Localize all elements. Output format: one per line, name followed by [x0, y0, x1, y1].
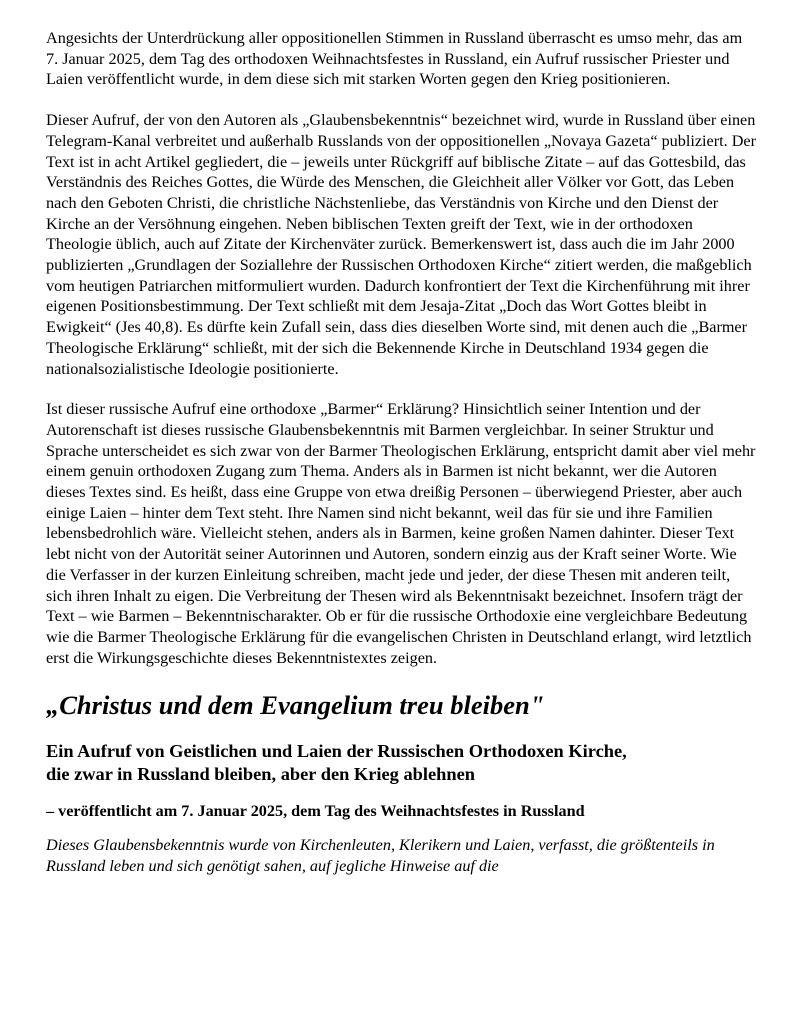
subheading-line-1: Ein Aufruf von Geistlichen und Laien der Russischen Orthodoxen Kirche,: [46, 741, 627, 762]
subheading-line-2: die zwar in Russland bleiben, aber den Krieg ablehnen: [46, 764, 476, 785]
section-subheading: [46, 740, 758, 786]
section-heading: „Christus und dem Evangelium treu bleiben": [46, 690, 545, 721]
paragraph-intro: Angesichts der Unterdrückung aller oppositionellen Stimmen in Russland überrascht es umso mehr, das am 7. Januar 2025, dem Tag des orthodoxen Weihnachtsfestes in Russland, ein Aufruf russischer Priester und Laien veröffentlicht wurde, in dem diese sich mit starken Worten gegen den Krieg positionieren.: [46, 29, 743, 89]
paragraph-barmen-comparison: Ist dieser russische Aufruf eine orthodoxe „Barmer“ Erklärung? Hinsichtlich seiner Intention und der Autorenschaft ist dieses russische Glaubensbekenntnis mit Barmen vergleichbar. In seiner Struktur und Sprache unterscheidet es sich zwar von der Barmer Theologischen Erklärung, entspricht damit aber viel mehr einem genuin orthodoxen Zugang zum Thema. Anders als in Barmen ist nicht bekannt, wer die Autoren dieses Textes sind. Es heißt, dass eine Gruppe von etwa dreißig Personen – überwiegend Priester, aber auch einige Laien – hinter dem Text steht. Ihre Namen sind nicht bekannt, weil das für sie und ihre Familien lebensbedrohlich wäre. Vielleicht stehen, anders als in Barmen, keine großen Namen dahinter. Dieser Text lebt nicht von der Autorität seiner Autorinnen und Autoren, sondern einzig aus der Kraft seiner Worte. Wie die Verfasser in der kurzen Einleitung schreiben, macht jede und jeder, der diese Thesen mit anderen teilt, sich ihren Inhalt zu eigen. Die Verbreitung der Thesen wird als Bekenntnisakt bezeichnet. Insofern trägt der Text – wie Barmen – Bekenntnischarakter. Ob er für die russische Orthodoxie eine vergleichbare Bedeutung wie die Barmer Theologische Erklärung für die evangelischen Christen in Deutschland erlangt, wird letztlich erst die Wirkungsgeschichte dieses Bekenntnistextes zeigen.: [46, 400, 756, 667]
publication-note: – veröffentlicht am 7. Januar 2025, dem Tag des Weihnachtsfestes in Russland: [46, 802, 585, 821]
paragraph-aufruf-description: Dieser Aufruf, der von den Autoren als „Glaubensbekenntnis“ bezeichnet wird, wurde in Russland über einen Telegram-Kanal verbreitet und außerhalb Russlands von der oppositionellen „Novaya Gazeta“ publiziert. Der Text ist in acht Artikel gegliedert, die – jeweils unter Rückgriff auf biblische Zitate – auf das Gottesbild, das Verständnis des Reiches Gottes, die Würde des Menschen, die Gleichheit aller Völker vor Gott, das Leben nach den Geboten Christi, die christliche Nächstenliebe, das Verständnis von Kirche und den Dienst der Kirche an der Versöhnung eingehen. Neben biblischen Texten greift der Text, wie in der orthodoxen Theologie üblich, auch auf Zitate der Kirchenväter zurück. Bemerkenswert ist, dass auch die im Jahr 2000 publizierten „Grundlagen der Soziallehre der Russischen Orthodoxen Kirche“ zitiert werden, die maßgeblich vom heutigen Patriarchen mitformuliert wurden. Dadurch konfrontiert der Text die Kirchenführung mit ihrer eigenen Positionsbestimmung. Der Text schließt mit dem Jesaja-Zitat „Doch das Wort Gottes bleibt in Ewigkeit“ (Jes 40,8). Es dürfte kein Zufall sein, dass dies dieselben Worte sind, mit denen auch die „Barmer Theologische Erklärung“ schließt, mit der sich die Bekennende Kirche in Deutschland 1934 gegen die nationalsozialistische Ideologie positionierte.: [46, 111, 756, 378]
intro-italic-text: Dieses Glaubensbekenntnis wurde von Kirchenleuten, Klerikern und Laien, verfasst, die größtenteils in Russland leben und sich genötigt sahen, auf jegliche Hinweise auf die: [46, 836, 715, 876]
